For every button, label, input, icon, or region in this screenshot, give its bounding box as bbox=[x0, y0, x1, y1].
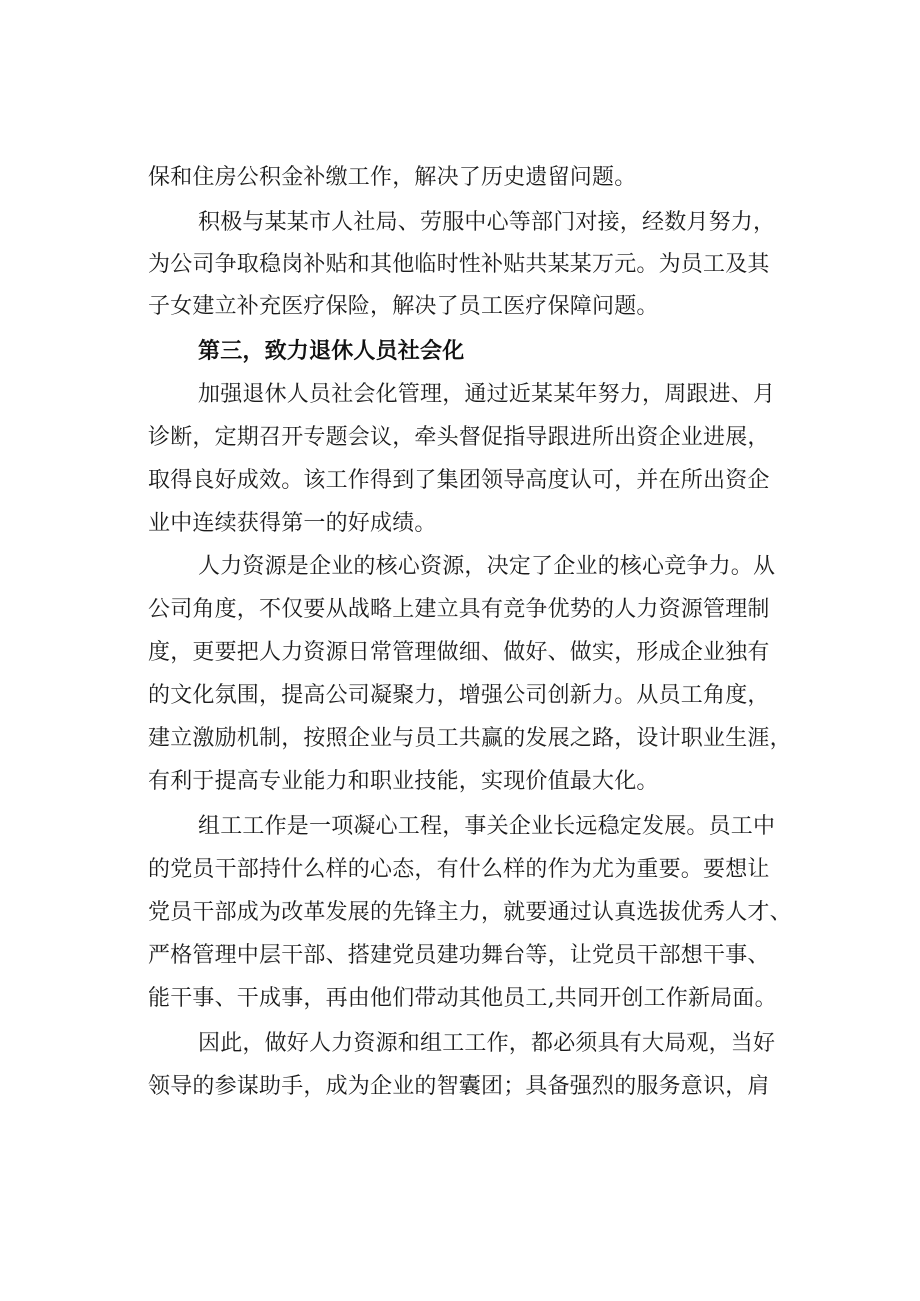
text-line: 保和住房公积金补缴工作，解决了历史遗留问题。 bbox=[148, 165, 637, 190]
text-line: 党员干部成为改革发展的先锋主力，就要通过认真选拔优秀人才、 bbox=[148, 900, 792, 925]
text-line: 组工工作是一项凝心工程，事关企业长远稳定发展。员工中 bbox=[198, 814, 776, 839]
text-line: 严格管理中层干部、搭建党员建功舞台等，让党员干部想干事、 bbox=[148, 943, 770, 968]
text-line: 领导的参谋助手，成为企业的智囊团；具备强烈的服务意识，肩 bbox=[148, 1074, 770, 1099]
text-line: 的党员干部持什么样的心态，有什么样的作为尤为重要。要想让 bbox=[148, 857, 770, 882]
text-line: 建立激励机制，按照企业与员工共赢的发展之路，设计职业生涯， bbox=[148, 726, 792, 751]
text-line: 为公司争取稳岗补贴和其他临时性补贴共某某万元。为员工及其 bbox=[148, 252, 770, 277]
text-line: 子女建立补充医疗保险，解决了员工医疗保障问题。 bbox=[148, 294, 659, 319]
text-line: 积极与某某市人社局、劳服中心等部门对接，经数月努力， bbox=[198, 210, 776, 235]
text-line: 能干事、干成事，再由他们带动其他员工,共同开创工作新局面。 bbox=[148, 986, 777, 1011]
text-line: 公司角度，不仅要从战略上建立具有竞争优势的人力资源管理制 bbox=[148, 597, 770, 622]
section-heading: 第三，致力退休人员社会化 bbox=[198, 339, 465, 364]
text-line: 诊断，定期召开专题会议，牵头督促指导跟进所出资企业进展， bbox=[148, 425, 770, 450]
text-line: 的文化氛围，提高公司凝聚力，增强公司创新力。从员工角度， bbox=[148, 683, 770, 708]
text-line: 业中连续获得第一的好成绩。 bbox=[148, 511, 437, 536]
text-line: 度，更要把人力资源日常管理做细、做好、做实，形成企业独有 bbox=[148, 640, 770, 665]
text-line: 人力资源是企业的核心资源，决定了企业的核心竞争力。从 bbox=[198, 554, 776, 579]
text-line: 加强退休人员社会化管理，通过近某某年努力，周跟进、月 bbox=[198, 382, 776, 407]
text-line: 有利于提高专业能力和职业技能，实现价值最大化。 bbox=[148, 769, 659, 794]
text-line: 因此，做好人力资源和组工工作，都必须具有大局观，当好 bbox=[198, 1031, 776, 1056]
text-line: 取得良好成效。该工作得到了集团领导高度认可，并在所出资企 bbox=[148, 468, 770, 493]
